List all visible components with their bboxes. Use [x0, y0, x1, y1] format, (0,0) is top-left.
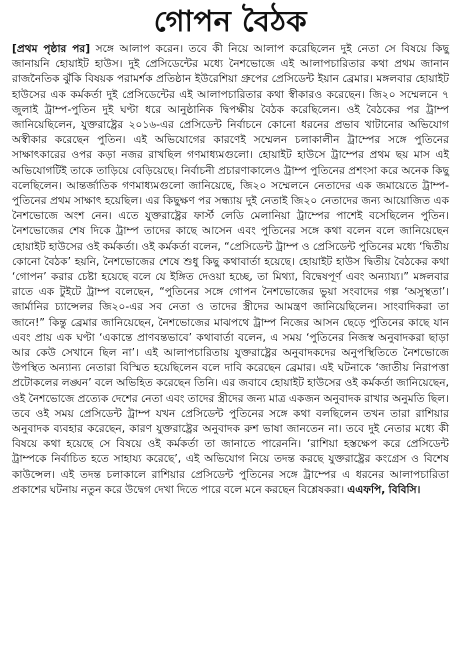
article-byline: এএফপি, বিবিসি।	[347, 483, 421, 496]
article-body	[12, 42, 449, 498]
article-body-text: সঙ্গে আলাপ করেন। তবে কী নিয়ে আলাপ করেছিলেন দুই নেতা সে বিষয়ে কিছু জানায়নি হোয়াইট হাউস। দুই প্রেসিডেন্টের মধ্যে নৈশভোজে এই আলাপচারিতার কথা প্রথম জানান রাজনৈতিক ঝুঁকি বিষয়ক পরামর্শক প্রতিষ্ঠান ইউরেশিয়া গ্রুপের প্রেসিডেন্ট ইয়ান ব্রেমার। মঙ্গলবার হোয়াইট হাউসের এক কর্মকর্তা দুই প্রেসিডেন্টের এই আলাপচারিতার কথা স্বীকারও করেছেন। জি২০ সম্মেলনে ৭ জুলাই ট্রাম্প-পুতিন দুই ঘণ্টা ধরে আনুষ্ঠানিক দ্বিপক্ষীয় বৈঠক করেছিলেন। ওই বৈঠকের পর ট্রাম্প জানিয়েছিলেন, যুক্তরাষ্ট্রের ২০১৬-এর প্রেসিডেন্ট নির্বাচনে কোনো ধরনের প্রভাব খাটানোর অভিযোগ অস্বীকার করেছেন পুতিন। এই অভিযোগের কারণেই সম্মেলন চলাকালীন ট্রাম্পের সঙ্গে পুতিনের সাক্ষাৎকারের ওপর কড়া নজর রাখছিল গণমাধ্যমগুলো। হোয়াইট হাউসে ট্রাম্পের প্রথম ছয় মাস এই অভিযোগটিই তাকে তাড়িয়ে বেড়িয়েছে। নির্বাচনী প্রচারণাকালেও ট্রাম্প পুতিনের প্রশংসা করে অনেক কিছু বলেছিলেন। আন্তর্জাতিক গণমাধ্যমগুলো জানিয়েছে, জি২০ সম্মেলনে নেতাদের এক জমায়েতে ট্রাম্প-পুতিনের প্রথম সাক্ষাৎ হয়েছিল। এর কিছুক্ষণ পর সন্ধ্যায় দুই নেতাই জি২০ নেতাদের জন্য আয়োজিত এক নৈশভোজে অংশ নেন। এতে যুক্তরাষ্ট্রের ফার্স্ট লেডি মেলানিয়া ট্রাম্পের পাশেই বসেছিলেন পুতিন। নৈশভোজের শেষ দিকে ট্রাম্প তাদের কাছে আসেন এবং পুতিনের সঙ্গে কথা বলেন বলে জানিয়েছেন হোয়াইট হাউসের ওই কর্মকর্তা। ওই কর্মকর্তা বলেন, “প্রেসিডেন্ট ট্রাম্প ও প্রেসিডেন্ট পুতিনের মধ্যে ‘দ্বিতীয় কোনো বৈঠক’ হয়নি, নৈশভোজের শেষে শুধু কিছু কথাবার্তা হয়েছে। হোয়াইট হাউস দ্বিতীয় বৈঠকের কথা ‘গোপন’ করার চেষ্টা হয়েছে বলে যে ইঙ্গিত দেওয়া হচ্ছে, তা মিথ্যা, বিদ্বেষপূর্ণ এবং অন্যায্য।” মঙ্গলবার রাতে এক টুইটে ট্রাম্প বলেছেন, “পুতিনের সঙ্গে গোপন নৈশভোজের ভুয়া সংবাদের গল্প ‘অসুস্থতা’। জার্মানির চ্যান্সেলর জি২০-এর সব নেতা ও তাদের স্ত্রীদের আমন্ত্রণ জানিয়েছিলেন। সাংবাদিকরা তা জানে!” কিন্তু ব্রেমার জানিয়েছেন, নৈশভোজের মাঝপথে ট্রাম্প নিজের আসন ছেড়ে পুতিনের কাছে যান এবং প্রায় এক ঘণ্টা ‘একান্তে প্রাণবন্তভাবে’ কথাবার্তা বলেন, এ সময় ‘পুতিনের নিজস্ব অনুবাদকরা ছাড়া আর কেউ সেখানে ছিল না’। এই আলাপচারিতায় যুক্তরাষ্ট্রের অনুবাদকদের অনুপস্থিতিতে নৈশভোজে উপস্থিত অন্যান্য নেতারা বিস্মিত হয়েছিলেন বলে দাবি করেছেন ব্রেমার। এই ঘটনাকে ‘জাতীয় নিরাপত্তা প্রটোকলের লঙ্ঘন’ বলে অভিহিত করেছেন তিনি। এর জবাবে হোয়াইট হাউসের ওই কর্মকর্তা জানিয়েছেন, ওই নৈশভোজে প্রত্যেক দেশের নেতা এবং তাদের স্ত্রীদের জন্য মাত্র একজন অনুবাদক রাখার অনুমতি ছিল। তবে ওই সময় প্রেসিডেন্ট ট্রাম্প যখন প্রেসিডেন্ট পুতিনের সঙ্গে কথা বলছিলেন তখন তারা রাশিয়ার অনুবাদক ব্যবহার করেছেন, কারণ যুক্তরাষ্ট্রের অনুবাদক রুশ ভাষা জানতেন না। তবে দুই নেতার মধ্যে কী বিষয়ে কথা হয়েছে সে বিষয়ে ওই কর্মকর্তা তা জানাতে পারেননি। ‘রাশিয়া হস্তক্ষেপ করে প্রেসিডেন্ট ট্রাম্পকে নির্বাচিত হতে সাহায্য করেছে’, এই অভিযোগ নিয়ে তদন্ত করছে যুক্তরাষ্ট্রের কংগ্রেস ও বিশেষ কাউন্সেল। এই তদন্ত চলাকালে রাশিয়ার প্রেসিডেন্ট পুতিনের সঙ্গে ট্রাম্পের এ ধরনের আলাপচারিতা প্রকাশের ঘটনায় নতুন করে উদ্বেগ দেখা দিতে পারে বলে মনে করছেন বিশ্লেষকরা।	[12, 43, 449, 496]
continuation-label: [প্রথম পৃষ্ঠার পর]	[12, 43, 91, 55]
article-headline: গোপন বৈঠক	[153, 4, 308, 38]
